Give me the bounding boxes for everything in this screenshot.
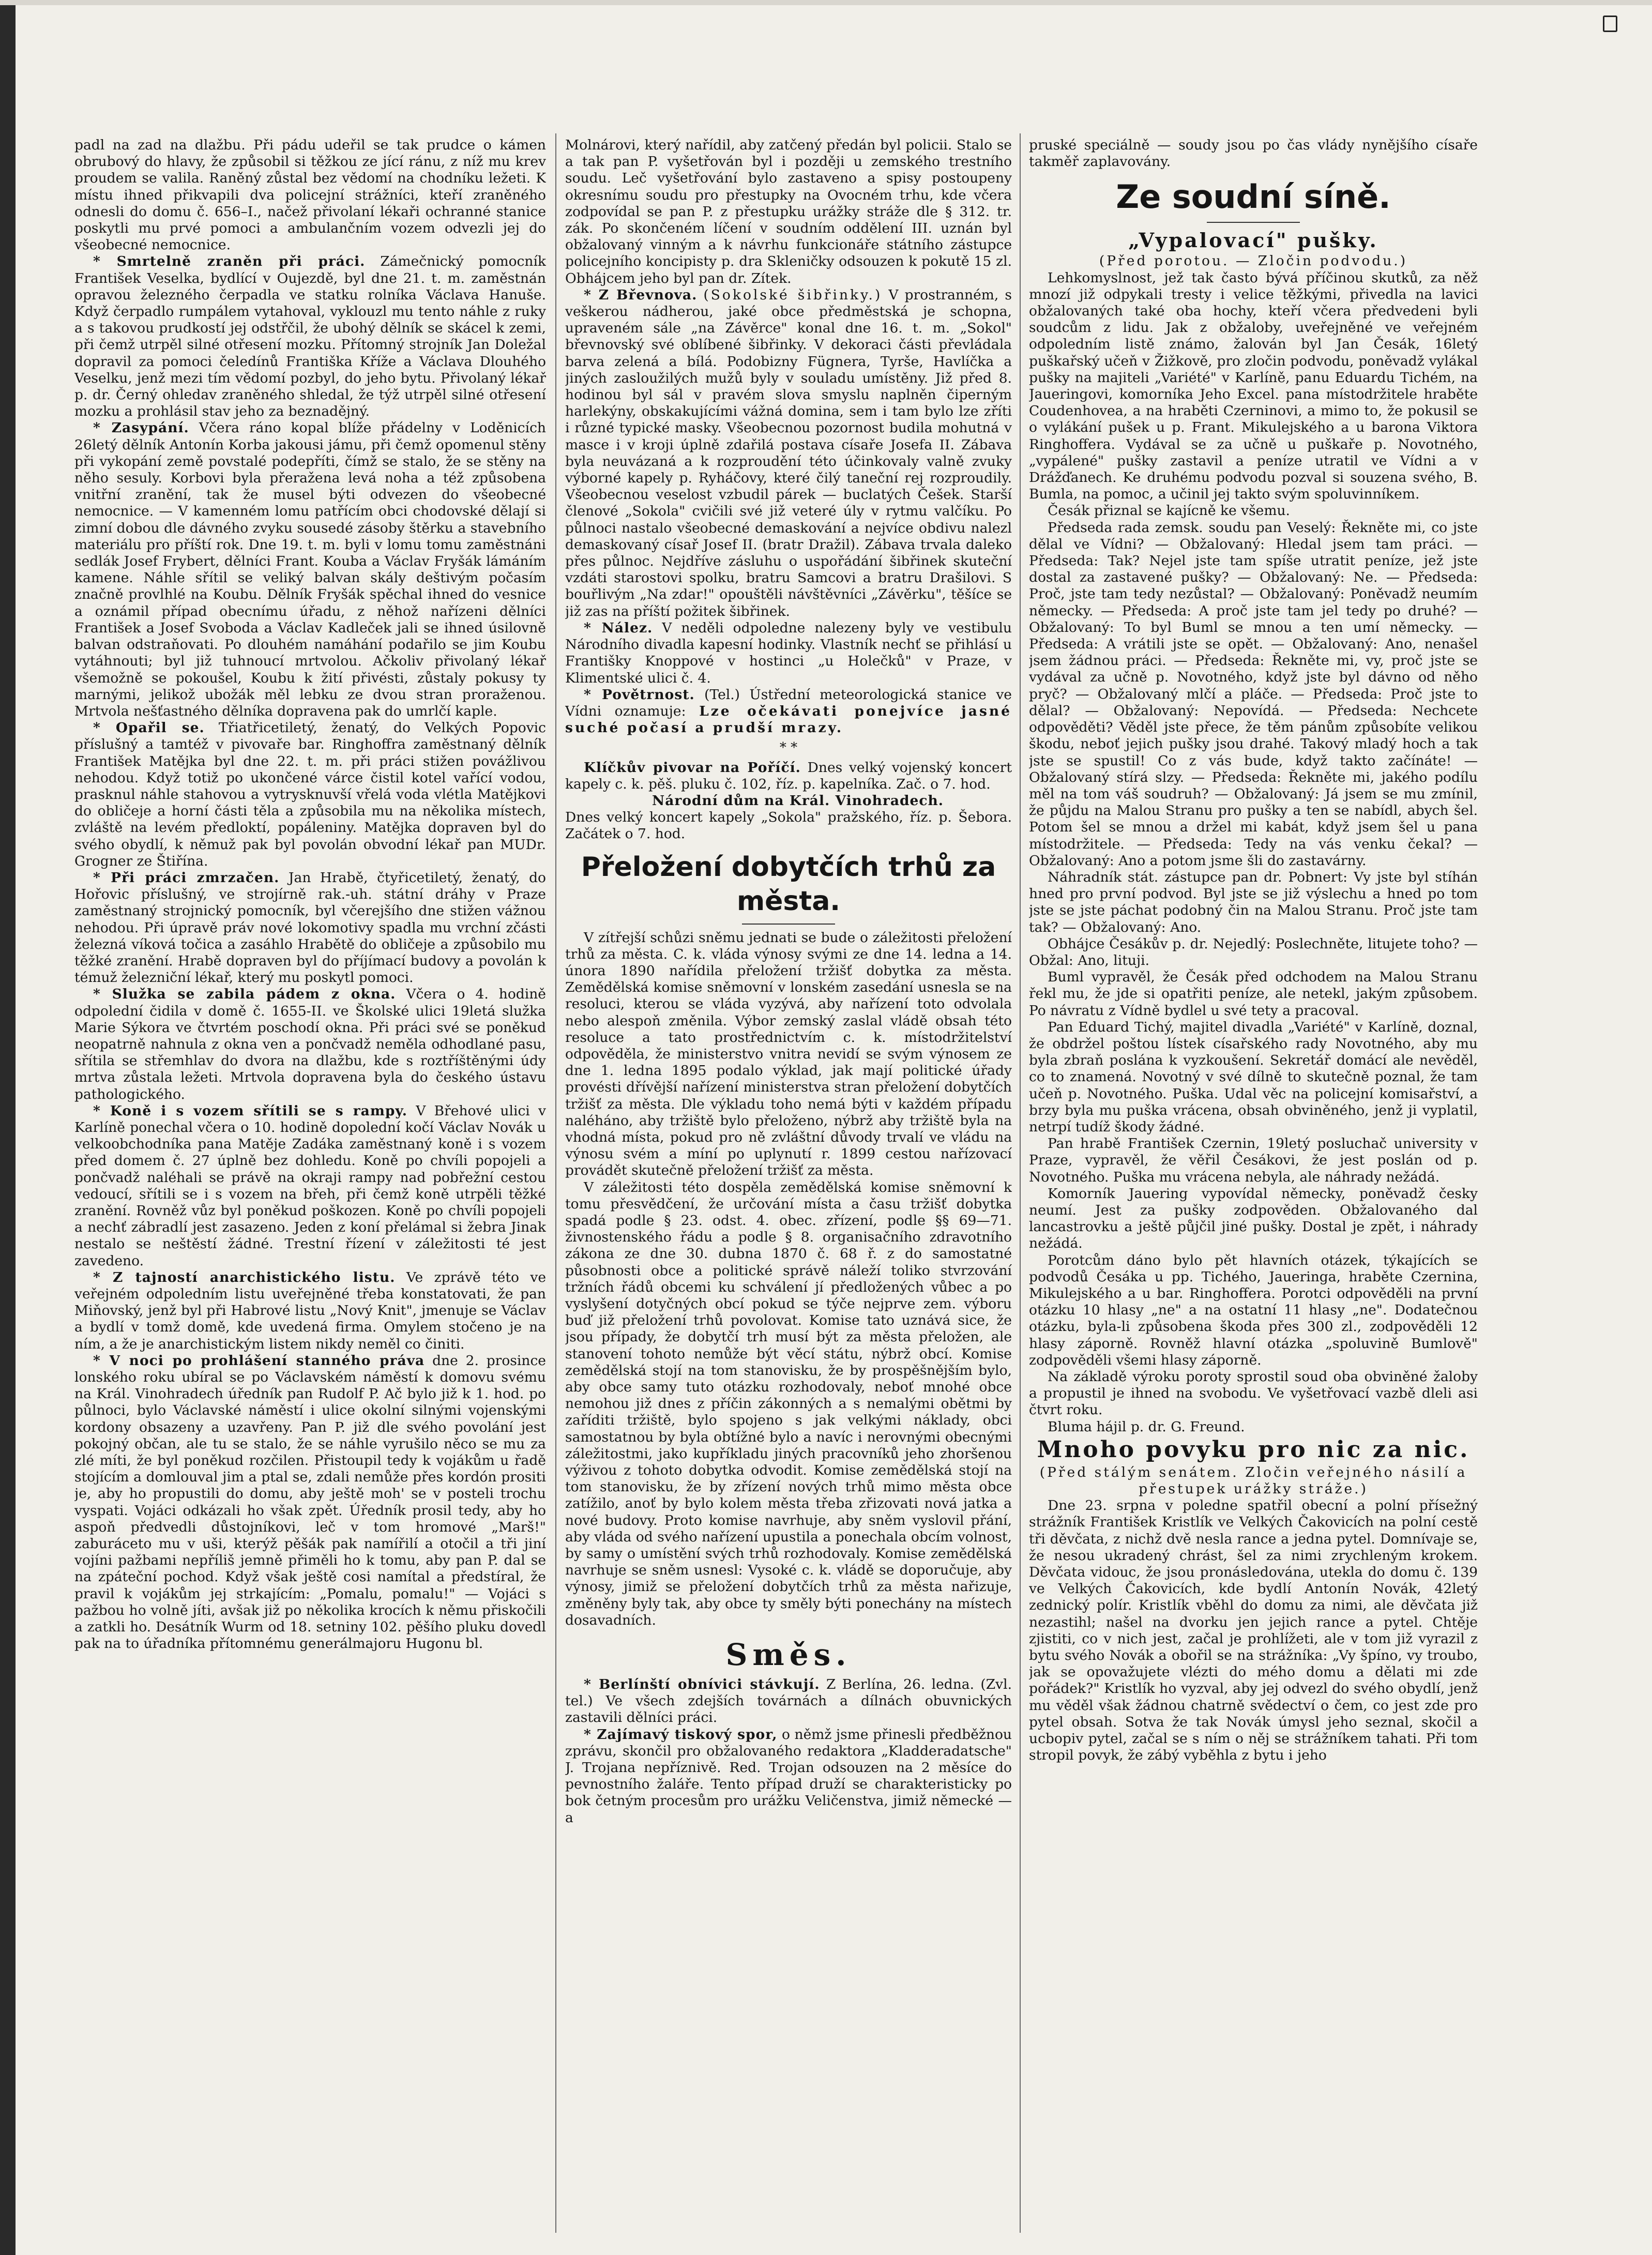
- paragraph-lead: * Z tajností anarchistického listu.: [93, 1269, 396, 1285]
- paragraph: [74, 1269, 546, 1353]
- paragraph-text: Dne 23. srpna v poledne spatřil obecní a polní přísežný strážník František Kristlík ve Velkých Čakovicích na polní cestě tři děvčata, z nichž dvě nesla rance a jedna pytel. Domnívaje se, že nesou ukradený chrást, šel za nimi zrychleným krokem. Děvčata vidouc, že jsou pronásledována, utekla do domu č. 139 ve Velkých Čakovicích, kde bydlí Antonín Novák, 42letý zednický polír. Kristlík vběhl do domu za nimi, ale děvčata již nezastihl; našel na dvorku jen jejich rance a pytel. Chtěje zjistiti, co v nich jest, začal je prohlížeti, ale v tom již vyrazil z bytu svého Novák a obořil se na strážníka: „Vy špíno, vy troubo, jak se opovažujete vlézti do mého domu a dělati mi zde pořádek?" Kristlík ho vyzval, aby jej odvezl do svého obydlí, jenž mu věděl však žádnou chatrně svědectví o čem, co jest zde pro pytel obsah. Sotva že tak Novák úmysl jeho seznal, skočil a ucbopiv pytel, začal se s ním o něj se strážníkem tahati. Při tom stropil povyk, že zábý vyběhla z bytu i jeho: [1029, 1497, 1478, 1764]
- paragraph: [74, 1103, 546, 1269]
- paragraph: [565, 1179, 1012, 1629]
- paragraph: [565, 137, 1012, 287]
- paragraph-text: dne 2. prosince lonského roku ubíral se po Václavském náměstí k domovu svému na Král. Vinohradech úředník pan Rudolf P. Ač bylo již k 1. hod. po půlnoci, bylo Václavské náměstí i ulice okolní silnými vojenskými kordony obsazeny a uzavřeny. Pan P. již dle svého povolání jest pokojný občan, ale tu se stalo, že se náhle vyrušilo něco se mu za zlé míti, že byl poněkud rozčilen. Přistoupil tedy k vojákům u řadě stojícím a domlouval jim a ptal se, zdali nemůže přes kordón prositi je, aby ho propustili do domu, aby ještě moh' se v posteli trochu vyspati. Vojáci odkázali ho však zpět. Úředník prosil tedy, aby ho aspoň předvedli důstojníkovi, leč v tom hromové „Marš!" zaburáceto mu v uši, kterýž pěšák pak namířilí a otočil a tři jiní vojíni pažbami nepříliš jemně přiměli ho k tomu, aby pan P. dal se na zpáteční pochod. Když však ještě cosi namítal a předstíral, že pravil k vojákům jej strkajícím: „Pomalu, pomalu!" — Vojáci s pažbou ho volně jíti, avšak již po několika krocích k němu přiskočili a zatkli ho. Desátník Wurm od 18. setniny 102. pěšího pluku dovedl pak na to úřadníka přítomnému generálmajoru Hugonu bl.: [74, 1352, 546, 1652]
- paragraph-text: padl na zad na dlažbu. Při pádu udeřil se tak prudce o kámen obrubový do hlavy, že způsobil si těžkou ze jící ránu, z níž mu krev proudem se valila. Raněný zůstal bez vědomí na chodníku ležeti. K místu ihned přikvapili dva policejní strážníci, kteří zraněného odnesli do domu č. 656–I., načež přivolaní lékaři ochranné stanice poskytli mu prvé pomoci a ambulančním vozem odvezli jej do všeobecné nemocnice.: [74, 137, 546, 253]
- paragraph: [1029, 520, 1478, 869]
- paragraph-headline: Národní dům na Král. Vinohradech.: [651, 792, 944, 809]
- scan-mark: [1603, 16, 1617, 32]
- paragraph-text: o němž jsme přinesli předběžnou zprávu, skončil pro obžalovaného redaktora „Kladderadatsche" J. Trojana nepříznivě. Red. Trojan odsouzen na 2 měsíce do pevnostního žaláře. Tento případ druží se charakteristicky po bok četným procesům pro urážku Veličenstva, jimiž německé — a: [565, 1726, 1012, 1826]
- column-middle: [565, 137, 1012, 2231]
- paragraph: [1029, 936, 1478, 969]
- article-subheadline: (Před stálým senátem. Zločin veřejného násilí a přestupek urážky stráže.): [1039, 1464, 1467, 1497]
- paragraph-text: pruské speciálně — soudy jsou po čas vlády nynějšího císaře takměř zaplavovány.: [1029, 137, 1478, 170]
- paragraph: [1029, 503, 1478, 519]
- paragraph-text: Dnes velký vojenský koncert kapely c. k. pěš. pluku č. 102, říz. p. kapelníka. Zač. o 7. hod.: [565, 759, 1012, 792]
- paragraph: [74, 986, 546, 1102]
- paragraph: [565, 930, 1012, 1179]
- paragraph: [74, 137, 546, 253]
- paragraph-text: Včera o 4. hodině odpolední čidila v domě č. 1655-II. ve Školské ulici 19letá služka Marie Sýkora ve čtvrtém poschodí okna. Při práci své se poněkud neopatrně nahnula z okna ven a pončvadž neměla odhodlané pasu, sřítila se střemhlav do dvora na dlažbu, kde s roztříštěnými údy mrtva zůstala ležeti. Mrtvola dopravena byla do českého ústavu pathologického.: [74, 986, 546, 1102]
- paragraph: [565, 287, 1012, 620]
- paragraph: [1029, 1252, 1478, 1369]
- paragraph-text: V Břehové ulici v Karlíně ponechal včera o 10. hodině dopolední kočí Václav Novák u velkoobchodníka pana Matěje Zadáka zaměstnaný koně i s vozem před domem č. 27 úplně bez dohledu. Koně po chvíli popojeli a pončvadž naléhali se právě na okraji rampy nad pobřežní cestou vedoucí, sřítili se i s vozem na břeh, při čemž koně utrpěli těžké zranění. Rovněž vůz byl poněkud poškozen. Koně po chvíli popojeli a nechť zábradlí jest zasazeno. Jeden z koní přelámal si žebra Jinak nestalo se neštěstí žádné. Trestní řízení v záležitosti té jest zavedeno.: [74, 1102, 546, 1269]
- paragraph-text: V neděli odpoledne nalezeny byly ve vestibulu Národního divadla kapesní hodinky. Vlastník nechť se přihlásí u Františky Knoppové v hostinci „u Holečků" v Praze, v Klimentské ulici č. 4.: [565, 619, 1012, 686]
- paragraph: [1029, 1136, 1478, 1186]
- paragraph-lead: * Berlínští obnívici stávkují.: [584, 1676, 820, 1693]
- paragraph-subtitle: (Sokolské šibřinky.): [703, 286, 883, 303]
- paragraph: [74, 870, 546, 986]
- section-title: Směs.: [725, 1637, 852, 1673]
- paragraph-lead: * Při práci zmrzačen.: [93, 869, 280, 886]
- paragraph-lead: * Nález.: [584, 619, 653, 636]
- paragraph: [1029, 969, 1478, 1019]
- paragraph-text: Zámečnický pomocník František Veselka, bydlící v Oujezdě, byl dne 21. t. m. zaměstnán opravou železného čerpadla ve statku rolníka Václava Hanuše. Když čerpadlo rumpálem vytahoval, vyklouzl mu tento náhle z ruky a s takovou prudkostí jej odstřčil, že ubohý dělník se skácel k zemi, při čemž utrpěl silné otřesení mozku. Přítomný strojník Jan Doležal dopravil za pomoci čeledínů Františka Kříže a Václava Dlouhého Veselku, jenž mezi tím vědomí pozbyl, do jeho bytu. Přivolaný lékař p. dr. Černý ohledav zraněného shledal, že týž utrpěl silné otřesení mozku a prohlásil stav jeho za beznadějný.: [74, 253, 546, 420]
- paragraph: [1029, 1369, 1478, 1419]
- paragraph-text: Dnes velký koncert kapely „Sokola" pražského, říz. p. Šebora. Začátek o 7. hod.: [565, 809, 1012, 842]
- paragraph-lead: * Povětrnost.: [584, 686, 695, 703]
- paragraph: [1029, 137, 1478, 170]
- paragraph-text: Pan hrabě František Czernin, 19letý posluchač university v Praze, vypravěl, že věřil Česákovi, že jest poslán od p. Novotného. Puška mu vrácena nebyla, ale náhrady nežádá.: [1029, 1136, 1478, 1185]
- paragraph-text: Jan Hrabě, čtyřicetiletý, ženatý, do Hořovic příslušný, ve strojírně rak.-uh. státní dráhy v Praze zaměstnaný strojnický pomocník, byl včerejšího dne stižen vážnou nehodou. Při úpravě práv nové lokomotivy spadla mu vrchní zčásti železná víková točica a zasáhlo Hrabětě do obličeje a způsobilo mu těžké zranění. Hrabě dopraven byl do příjímací budovy a povolán k témuž železniční lékař, který mu poskytl pomoci.: [74, 869, 546, 986]
- paragraph-text: Včera ráno kopal blíže přádelny v Loděnicích 26letý dělník Antonín Korba jakousi jámu, při čemž opomenul stěny při vykopání země povstalé podepříti, čímž se stalo, že se stěny na něho sesuly. Korbovi byla přeražena levá noha a též způsobena vnitřní zranění, tak že musel býti odvezen do všeobecné nemocnice. — V kamenném lomu patřícím obci chodovské dělají si zimní dobou dle dávného zvyku sousedé zásoby štěrku a stavebního materiálu pro příští rok. Dne 19. t. m. byli v lomu tomu zaměstnáni sedlák Josef Frybert, dělníci Frant. Kouba a Václav Fryšák lámáním kamene. Náhle sřítil se veliký balvan skály deštivým počasím značně provlhlé na Koubu. Dělník Fryšák spěchal ihned do vesnice a oznámil případ obecnímu úřadu, z něhož nařízeni dělníci František a Josef Svoboda a Václav Kadleček jali se ihned úsilovně balvan odstraňovati. Po dlouhém namáhání podařilo se jim Koubu vytáhnouti; byl již tuhnoucí mrtvolou. Ačkoliv přivolaný lékař všemožně se pokoušel, Koubu k žití přivésti, zůstaly pokusy ty marnými, jelikož ubožák měl lebku ze dvou stran proraženou. Mrtvola nešťastného dělníka dopravena pak do umrlčí kaple.: [74, 420, 546, 719]
- section-title: Mnoho povyku pro nic za nic.: [1037, 1436, 1470, 1463]
- column-rule: [555, 133, 556, 2233]
- paragraph: [74, 1353, 546, 1653]
- paragraph-text: Buml vypravěl, že Česák před odchodem na Malou Stranu řekl mu, že jde si opatřiti peníze, ale netekl, jakým způsobem. Po návratu z Vídně bydlel u své tety a pracoval.: [1029, 969, 1478, 1019]
- paragraph-lead: * Služka se zabila pádem z okna.: [93, 986, 396, 1003]
- paragraph-text: Pan Eduard Tichý, majitel divadla „Variété" v Karlíně, doznal, že obdržel poštou lístek císařského rady Novotného, aby mu byla zbraň poslána k vyzkoušení. Sekretář domácí ale nevěděl, co to znamená. Novotný v své dílně to skutečně poznal, že tam učeň p. Novotného. Puška. Udal věc na policejní komisařství, a brzy byla mu puška vrácena, obsah obviněného, jenž ji vyplatil, netrpí tudíž škody žádné.: [1029, 1019, 1478, 1135]
- paragraph-lead: * Koně i s vozem sřítili se s rampy.: [93, 1102, 407, 1119]
- forecast-text: Lze očekávati ponejvíce jasné suché počasí a prudší mrazy.: [565, 703, 1012, 736]
- paragraph-lead: * Opařil se.: [93, 720, 205, 736]
- paragraph-lead: Klíčkův pivovar na Poříčí.: [584, 759, 801, 776]
- paragraph-lead: * Zasypání.: [93, 420, 189, 436]
- paragraph: [1029, 270, 1478, 503]
- paragraph-lead: * Zajímavý tiskový spor,: [584, 1726, 778, 1743]
- paragraph-text: Bluma hájil p. dr. G. Freund.: [1048, 1418, 1245, 1435]
- paragraph: [565, 793, 1012, 843]
- paragraph: [1029, 1019, 1478, 1136]
- paragraph: [565, 1727, 1012, 1826]
- paragraph: [1029, 1419, 1478, 1435]
- paragraph: [565, 620, 1012, 687]
- paragraph-text: Na základě výroku poroty sprostil soud oba obviněné žaloby a propustil je ihned na svobodu. Ve vyšetřovací vazbě dleli asi čtvrt roku.: [1029, 1369, 1478, 1418]
- paragraph: [74, 253, 546, 420]
- paragraph-text: Třiatřicetiletý, ženatý, do Velkých Popovic příslušný a tamtéž v pivovaře bar. Ringhoffra zaměstnaný dělník František Matějka byl dne 22. t. m. při práci stižen povážlivou nehodou. Když totiž po ukončené várce čistil kotel vařící vodou, prasknul náhle stahovou a vytrysknuvší vřelá voda vlétla Matějkovi do obličeje a horní části těla a způsobila mu na několika místech, zvláště na levém předloktí, popáleniny. Matějka dopraven byl do svého obydlí, k němuž pak byl povolán obvodní lékař pan MUDr. Grogner ze Štiřína.: [74, 720, 546, 869]
- title-rule: [1207, 222, 1300, 223]
- paragraph: [1029, 869, 1478, 936]
- paragraph-text: Porotcům dáno bylo pět hlavních otázek, týkajících se podvodů Česáka u pp. Tichého, Jaueringa, hraběte Czernina, Mikulejského a u bar. Ringhoffera. Porotci odpověděli na první otázku 10 hlasy „ne" a na ostatní 11 hlasy „ne". Dodatečnou otázku, byla-li způsobena škoda přes 300 zl., zodpověděli 12 hlasy záporně. Rovněž hlavní otázka „spoluvině Bumlově" zodpověděli všemi hlasy záporně.: [1029, 1252, 1478, 1368]
- paragraph-text: Z Berlína, 26. ledna. (Zvl. tel.) Ve všech zdejších továrnách a dílnách obuvnických zastavili dělníci práci.: [565, 1676, 1012, 1726]
- paragraph-text: V záležitosti této dospěla zemědělská komise sněmovní k tomu přesvědčení, že určování místa a času tržišť dobytka spadá podle § 23. odst. 4. obec. zřízení, podle §§ 69—71. živnostenského řádu a podle § 8. organisačního zdravotního zákona ze dne 30. dubna 1870 č. 68 ř. z do samostatné působnosti obce a politické správě náleží toliko stvrzování tržních řádů obcemi ku schválení jí předložených vůbec a po vyslyšení dotyčných obcí pokud se týče nejprve zem. výboru buď již přeložení trhů povolovat. Komise tato uznává sice, že jsou případy, že dobytčí trh musí být za města přeložen, ale stanovení tohoto nemůže být věcí státu, nýbrž obcí. Komise zemědělská stojí na tom stanovisku, že by prospěšnějším bylo, aby obce samy tuto otázku rozhodovaly, neboť mnohé obce nemohou již dnes z příčin zákonných a s nemalými obětmi by zaříditi tržiště, bylo spojeno s jak velkými náklady, obci samostatnou by byla obtížné bylo a navíc i nerovnými obecnými záležitostmi, jako kupříkladu jiných pracovníků jeho zhoršenou výživou z tohoto dobytka odvodit. Komise zemědělská stojí na tom stanovisku, že by zřízení nových trhů mimo města obce zatížilo, anoť by bylo kolem města třeba zřizovati nová jatka a nové budovy. Proto komise navrhuje, aby sněm vyslovil přání, aby vláda od svého nařízení upustila a ponechala obcím volnost, by samy o umístění svých trhů rozhodovaly. Komise zemědělská navrhuje se sněm usnesl: Vysoké c. k. vládě se doporučuje, aby výnosy, jimiž se přeložení dobytčích trhů za města nařizuje, změněny byly tak, aby obce ty směly býti ponechány na místech dosavadních.: [565, 1179, 1012, 1628]
- paragraph-text: V zítřejší schůzi sněmu jednati se bude o záležitosti přeložení trhů za města. C. k. vláda výnosy svými ze dne 14. ledna a 14. února 1890 nařídila přeložení tržišť dobytka za města. Zemědělská komise sněmovní v lonském zasedání usnesla se na resoluci, kterou se vláda vyzývá, aby nařízení toto odvolala nebo alespoň změnila. Výbor zemský zaslal vládě obsah této resoluce a tato prostřednictvím c. k. místodržitelství odpověděla, že ministerstvo vnitra nevidí se svým výnosem ze dne 1. ledna 1895 podalo výklad, jak mají politické úřady provésti dřívější nařízení ministerstva stran přeložení dobytčích tržišť za města. Dle výkladu toho nemá býti v každém případu naléháno, aby tržiště bylo přeloženo, nýbrž aby tržiště byla na vhodná místa, pokud pro ně zvláštní důvody trvalí ve vládu na výnosu svém a míní po uplynutí r. 1899 cestou nařízovací provádět skutečně přeložení tržišť za města.: [565, 929, 1012, 1179]
- paragraph-text: Lehkomyslnost, jež tak často bývá příčinou skutků, za něž mnozí již odpykali tresty i velice těžkými, přivedla na lavici obžalovaných také oba hochy, kteří včera předvedeni byli soudcům z lidu. Jak z obžaloby, uveřejněné ve veřejném odpoledním listě známo, žalován byl Jan Česák, 16letý puškařský učeň v Žižkově, pro zločin podvodu, poněvadž vylákal pušky na majiteli „Variété" v Karlíně, panu Eduardu Tichém, na Jaueringovi, komorníka Jeho Excel. pana místodržitele hraběte Coudenhovea, a na hraběti Czerninovi, a mimo to, že pokusil se o vylákání pušek u p. Frant. Mikulejského a u barona Viktora Ringhoffera. Vydával se za učně u puškaře p. Novotného, „vypálené" pušky zastavil a peníze utratil ve Vídni a v Drážďanech. Ke druhému podvodu pozval si souzena svého, B. Bumla, na pomoc, a učinil jej takto svým spoluvinníkem.: [1029, 269, 1478, 503]
- paragraph-lead: * V noci po prohlášení stanného práva: [93, 1352, 425, 1369]
- title-rule: [742, 924, 835, 925]
- page-top-edge: [0, 0, 1652, 5]
- paragraph: [565, 1676, 1012, 1727]
- section-title: Přeložení dobytčích trhů za města.: [581, 851, 996, 917]
- column-rule: [1020, 133, 1021, 2233]
- paragraph-text: (Tel.) Ústřední meteorologická stanice ve Vídni oznamuje:: [565, 686, 1012, 719]
- column-right: [1029, 137, 1478, 2231]
- paragraph-text: Molnárovi, který nařídil, aby zatčený předán byl policii. Stalo se a tak pan P. vyšetřován byl i později u zemského trestního soudu. Leč vyšetřování bylo zastaveno a spisy postoupeny okresnímu soudu pro přestupky na Ovocném trhu, kde včera zodpovídal se pan P. z přestupku urážky stráže dle § 312. tr. zák. Po skončeném líčení v soudním oddělení III. uznán byl obžalovaný vinným a k návrhu funkcionáře státního zástupce policejního koncipisty p. dra Skleničky odsouzen k pokutě 15 zl. Obhájcem jeho byl pan dr. Zítek.: [565, 137, 1012, 286]
- paragraph-text: V prostranném, s veškerou nádherou, jaké obce předměstská je schopna, upraveném sále „na Závěrce" konal dne 16. t. m. „Sokol" břevnovský své oblíbené šibřinky. V dekoraci části převládala barva zelená a bílá. Podobizny Fügnera, Tyrše, Havlíčka a jiných zasloužilých mužů byly v souladu umístěny. Již před 8. hodinou byl sál v pravém slova smyslu naplněn čiperným harlekýny, obskakujícími vážná domina, sem i tam bylo lze zříti i různé typické masky. Všeobecnou pozornost budila mohutná v masce i v kroji úplně zdařilá postava císaře Josefa II. Zábava byla neuvázaná a k rozproudění této účinkovaly valně zvuky výborné kapely p. Ryháčovy, které čilý taneční rej rozproudily. Všeobecnou veselost vzbudil párek — buclatých Češek. Starší členové „Sokola" cvičili své již veteré úly v rytmu valčíku. Po půlnoci nastalo všeobecné demaskování a nejvíce obdivu nalezl demaskovaný císař Josef II. (bratr Dražil). Zábava trvala daleko přes půlnoc. Nejdříve zásluhu o uspořádání šibřinek skuteční vzdáti starostovi spolku, bratru Samcovi a bratru Drašilovi. S bouřlivým „Na zdar!" opouštěli návštěvníci „Závěrku", těšíce se již zas na příští požitek šibřinek.: [565, 286, 1012, 619]
- paragraph-text: Ve zprávě této ve veřejném odpoledním listu uveřejněné třeba konstatovati, že pan Miňovský, jenž byl při Habrové listu „Nový Knit", jmenuje se Václav a bydlí v tomž domě, kde uvedená firma. Omylem stočeno je na ním, a že je anarchistickým listem nikdy neměl co činiti.: [74, 1269, 546, 1352]
- paragraph: [565, 687, 1012, 737]
- paragraph-text: Náhradník stát. zástupce pan dr. Pobnert: Vy jste byl stíhán hned pro první podvod. Byl jste se již výslechu a hned po tom jste se jste páchat podobný čin na Malou Stranu. Proč jste tam tak? — Obžalovaný: Ano.: [1029, 869, 1478, 935]
- star-divider: * *: [779, 740, 798, 756]
- paragraph-lead: * Z Břevnova.: [584, 286, 698, 303]
- article-headline: „Vypalovací" pušky.: [1128, 229, 1378, 252]
- paragraph: [74, 720, 546, 870]
- article-subheadline: (Před porotou. — Zločin podvodu.): [1099, 253, 1408, 269]
- column-left: [74, 137, 546, 2231]
- paragraph-text: Předseda rada zemsk. soudu pan Veselý: Řekněte mi, co jste dělal ve Vídni? — Obžalovaný: Hledal jsem tam práci. — Předseda: Tak? Nejel jste tam spíše utratit peníze, jež jste dostal za zastavené pušky? — Obžalovaný: Ne. — Předseda: Proč, jste tam tedy nezůstal? — Obžalovaný: Poněvadž neumím německy. — Předseda: A proč jste tam jel tedy po druhé? — Obžalovaný: To byl Buml se mnou a ten umí německy. — Předseda: A vrátili jste se opět. — Obžalovaný: Ano, nenašel jsem žádnou práci. — Předseda: Řekněte mi, vy, proč jste se vydával za učně p. Novotného, když jste byl dávno od něho pryč? — Obžalovaný mlčí a pláče. — Předseda: Proč jste to dělal? — Obžalovaný: Nepovídá. — Předseda: Nechcete odpověděti? Věděl jste přece, že těm pánům způsobíte velikou škodu, neboť jejich pušky jsou drahé. Takový mladý hoch a tak jste se spustil! Co z vás bude, když takto začínáte! — Obžalovaný stírá slzy. — Předseda: Řekněte mi, jakého podílu měl na tom váš soudruh? — Obžalovaný: Já jsem se mu zmínil, že půjdu na Malou Stranu pro pušky a ten se nabídl, abych šel. Potom šel se mnou a držel mi kabát, když jsem šel u pana místodržitele. — Předseda: Tedy na vás venku čekal? — Obžalovaný: Ano a potom jsme šli do zastavárny.: [1029, 519, 1478, 869]
- paragraph-text: Česák přiznal se kajícně ke všemu.: [1048, 503, 1290, 519]
- section-title: Ze soudní síně.: [1116, 178, 1391, 216]
- paragraph: [565, 760, 1012, 793]
- paragraph-text: Obhájce Česákův p. dr. Nejedlý: Poslechněte, litujete toho? — Obžal: Ano, lituji.: [1029, 935, 1478, 968]
- paragraph-lead: * Smrtelně zraněn při práci.: [93, 253, 366, 270]
- paragraph: [74, 420, 546, 720]
- paragraph-text: Komorník Jauering vypovídal německy, poněvadž česky neumí. Jest za pušky zodpověden. Obžalovaného dal lancastrovku a ještě půjčil jiné pušky. Dostal je zpět, i náhrady nežádá.: [1029, 1185, 1478, 1252]
- paragraph: [1029, 1497, 1478, 1764]
- paragraph: [1029, 1186, 1478, 1252]
